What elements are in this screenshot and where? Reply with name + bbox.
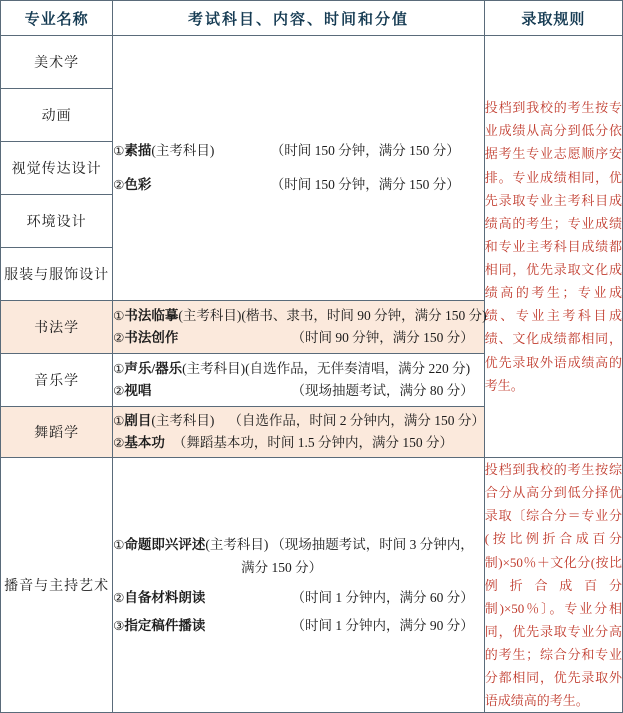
item-number: ② — [113, 178, 125, 192]
item-detail-cont: 满分 150 分） — [241, 560, 323, 576]
item-number: ① — [113, 537, 125, 552]
item-name: 指定稿件播读 — [124, 617, 206, 633]
major-fuzhuangyufushisheji: 服装与服饰设计 — [1, 248, 113, 301]
item-name: 自备材料朗读 — [124, 590, 206, 606]
item-number: ③ — [113, 618, 125, 633]
item-number: ② — [113, 331, 125, 345]
table-row — [1, 36, 623, 89]
item-name: 命题即兴评述 — [124, 536, 206, 552]
item-detail: （现场抽题考试，满分 80 分） — [291, 383, 474, 398]
subject-group-dance — [113, 407, 485, 458]
item-number: ② — [113, 436, 125, 450]
item-number: ① — [113, 414, 125, 429]
item-note: (主考科目) — [151, 413, 215, 429]
item-detail: （舞蹈基本功，时间 1.5 分钟内，满分 150 分） — [172, 435, 454, 450]
header-rule: 录取规则 — [484, 1, 622, 36]
item-name: 素描 — [124, 143, 152, 159]
table-header-row — [1, 1, 623, 36]
rule-broadcast: 投档到我校的考生按综合分从高分到低分择优录取〔综合分＝专业分(按比例折合成百分制)×50％＋文化分(按比例折合成百分制)×50％〕。专业分相同，优先录取专业分高的考生；综合分和专业分都相同，优先录取外语成绩高的考生。 — [484, 458, 622, 713]
subject-line — [113, 614, 484, 638]
subject-line — [113, 586, 484, 610]
subject-line — [113, 380, 484, 402]
item-number: ① — [113, 144, 125, 159]
item-name: 基本功 — [124, 435, 165, 450]
item-number: ② — [113, 384, 125, 398]
item-note: (主考科目) — [151, 143, 215, 159]
item-detail: （时间 1 分钟内，满分 90 分） — [291, 617, 474, 633]
header-subject: 考试科目、内容、时间和分值 — [113, 1, 485, 36]
subject-group-broadcast — [113, 458, 485, 713]
item-note: (主考科目) — [205, 536, 269, 552]
item-name: 视唱 — [124, 383, 152, 398]
major-huanjingsheji: 环境设计 — [1, 195, 113, 248]
major-shijuechuanda: 视觉传达设计 — [1, 142, 113, 195]
item-number: ② — [113, 591, 125, 606]
item-detail: (楷书、隶书，时间 90 分钟，满分 150 分) — [241, 308, 487, 324]
subject-line — [113, 410, 484, 432]
header-major: 专业名称 — [1, 1, 113, 36]
item-detail: （自选作品，时间 2 分钟内，满分 150 分） — [228, 413, 485, 429]
item-number: ① — [113, 309, 125, 324]
subject-line — [113, 139, 484, 163]
item-detail: （现场抽题考试，时间 3 分钟内， — [271, 536, 474, 552]
item-detail: （时间 150 分钟，满分 150 分） — [270, 177, 460, 192]
subject-group-art — [113, 36, 485, 301]
item-detail: （时间 90 分钟，满分 150 分） — [291, 330, 474, 345]
major-boyinyuzhuchiyishu: 播音与主持艺术 — [1, 458, 113, 713]
item-name: 色彩 — [124, 177, 152, 192]
major-yinyuexue: 音乐学 — [1, 354, 113, 407]
subject-line — [113, 327, 484, 349]
subject-line — [113, 173, 484, 197]
subject-group-music — [113, 354, 485, 407]
item-name: 声乐/器乐 — [124, 361, 183, 377]
major-wudaoxue: 舞蹈学 — [1, 407, 113, 458]
subject-line — [113, 533, 484, 557]
item-name: 书法临摹 — [124, 308, 179, 324]
item-detail: （时间 150 分钟，满分 150 分） — [270, 143, 460, 159]
item-note: (主考科目) — [182, 361, 246, 377]
subject-line — [113, 432, 484, 454]
major-meishuxue: 美术学 — [1, 36, 113, 89]
item-number: ① — [113, 362, 125, 377]
subject-group-calligraphy — [113, 301, 485, 354]
item-detail: （时间 1 分钟内，满分 60 分） — [291, 590, 474, 606]
subject-line — [113, 305, 487, 327]
subject-line — [113, 358, 484, 380]
table-row — [1, 458, 623, 713]
item-detail: (自选作品，无伴奏清唱，满分 220 分) — [245, 361, 471, 377]
major-donghua: 动画 — [1, 89, 113, 142]
item-name: 书法创作 — [124, 330, 179, 345]
item-name: 剧目 — [124, 413, 152, 429]
major-shufaxue: 书法学 — [1, 301, 113, 354]
item-note: (主考科目) — [178, 308, 242, 324]
rule-art: 投档到我校的考生按专业成绩从高分到低分依据考生专业志愿顺序安排。专业成绩相同，优先录取专业主考科目成绩高的考生；专业成绩和专业主考科目成绩都相同，优先录取文化成绩高的考生；专业成绩、专业主考科目成绩、文化成绩都相同，优先录取外语成绩高的考生。 — [484, 36, 622, 458]
